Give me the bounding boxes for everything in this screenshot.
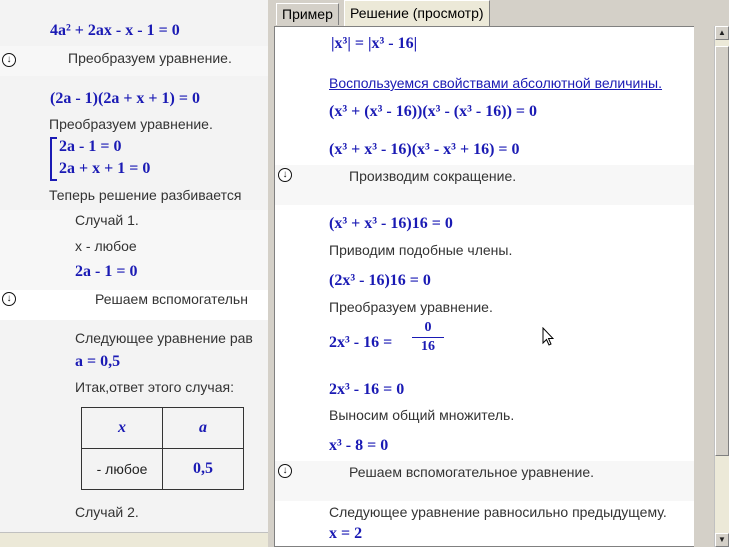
fraction xyxy=(412,320,444,355)
r-step-text: Воспользуемся свойствами абсолютной величины. xyxy=(329,75,663,91)
table-cell-x: - любое xyxy=(82,449,163,490)
case-1-title: Случай 1. xyxy=(75,212,139,228)
system-bracket xyxy=(50,137,57,181)
step-text: Преобразуем уравнение. xyxy=(68,50,232,66)
fraction-denominator: 16 xyxy=(421,339,435,354)
solution-content[interactable] xyxy=(274,26,694,547)
step-row[interactable] xyxy=(0,46,268,76)
equation-1: 4a² + 2ax - x - 1 = 0 xyxy=(50,22,180,39)
step-text: Следующее уравнение рав xyxy=(75,330,253,346)
answer-table xyxy=(81,407,244,490)
r-eq-5: (2x³ - 16)16 = 0 xyxy=(329,272,431,289)
down-arrow-circle-icon[interactable]: ↓ xyxy=(2,53,16,67)
fraction-numerator: 0 xyxy=(424,320,432,335)
r-step-text: Приводим подобные члены. xyxy=(329,242,513,258)
step-text: Теперь решение разбивается xyxy=(49,187,242,203)
equation-2: (2a - 1)(2a + x + 1) = 0 xyxy=(50,90,200,107)
r-eq-8: x³ - 8 = 0 xyxy=(329,437,389,454)
equation-3: 2a - 1 = 0 xyxy=(75,263,138,280)
r-eq-3: (x³ + x³ - 16)(x³ - x³ + 16) = 0 xyxy=(329,141,520,158)
scroll-down-icon[interactable]: ▼ xyxy=(715,533,729,547)
solution-pane-right xyxy=(274,0,729,547)
r-step-text: Преобразуем уравнение. xyxy=(329,299,493,315)
step-row[interactable] xyxy=(275,461,694,501)
r-eq-1: |x³| = |x³ - 16| xyxy=(331,35,418,52)
step-row[interactable] xyxy=(275,165,694,205)
r-eq-7: 2x³ - 16 = 0 xyxy=(329,381,405,398)
tab-solution-view[interactable]: Решение (просмотр) xyxy=(344,0,490,26)
step-row[interactable] xyxy=(0,290,268,320)
down-arrow-circle-icon[interactable]: ↓ xyxy=(278,464,292,478)
system-eq-1: 2a - 1 = 0 xyxy=(59,138,122,155)
scroll-thumb[interactable] xyxy=(715,46,729,456)
step-text: Решаем вспомогательное уравнение. xyxy=(349,464,594,480)
system-eq-2: 2a + x + 1 = 0 xyxy=(59,160,151,177)
table-header-a: a xyxy=(163,408,244,449)
step-text: Итак,ответ этого случая: xyxy=(75,379,234,395)
vertical-scrollbar[interactable] xyxy=(714,26,729,547)
mouse-cursor-icon xyxy=(542,327,554,347)
horizontal-scrollbar[interactable] xyxy=(0,532,268,547)
r-eq-6: 2x³ - 16 = xyxy=(329,334,393,351)
tab-example[interactable]: Пример xyxy=(276,3,339,25)
x-any: x - любое xyxy=(75,238,137,254)
table-header-x: x xyxy=(82,408,163,449)
step-text: Преобразуем уравнение. xyxy=(49,116,213,132)
r-eq-9: x = 2 xyxy=(329,525,363,542)
table-cell-a: 0,5 xyxy=(163,449,244,490)
tab-bar xyxy=(274,0,729,26)
r-step-text: Выносим общий множитель. xyxy=(329,407,515,423)
r-step-text: Следующее уравнение равносильно предыдущему. xyxy=(329,504,667,520)
down-arrow-circle-icon[interactable]: ↓ xyxy=(2,292,16,306)
scroll-up-icon[interactable]: ▲ xyxy=(715,26,729,40)
r-eq-2: (x³ + (x³ - 16))(x³ - (x³ - 16)) = 0 xyxy=(329,103,538,120)
solution-pane-left[interactable] xyxy=(0,0,268,547)
fraction-bar xyxy=(412,337,444,338)
step-text: Производим сокращение. xyxy=(349,168,517,184)
case-2-title: Случай 2. xyxy=(75,504,139,520)
r-eq-4: (x³ + x³ - 16)16 = 0 xyxy=(329,215,453,232)
equation-4: a = 0,5 xyxy=(75,353,121,370)
step-text: Решаем вспомогательн xyxy=(95,291,248,307)
down-arrow-circle-icon[interactable]: ↓ xyxy=(278,168,292,182)
